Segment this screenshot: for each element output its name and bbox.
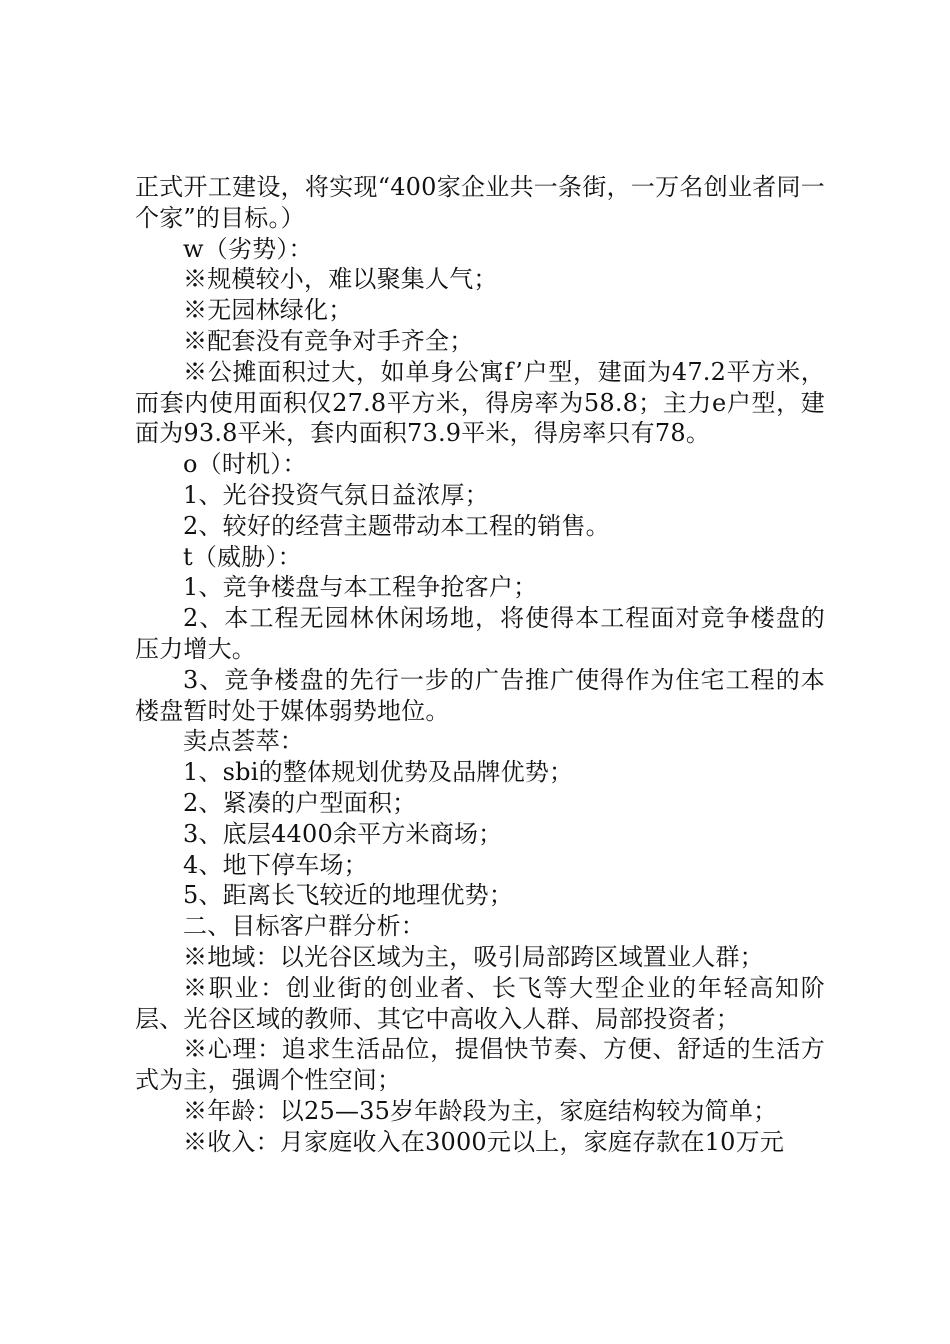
paragraph-opportunity-1: 1、光谷投资气氛日益浓厚； <box>183 480 489 509</box>
paragraph-weakness-heading: w（劣势）： <box>183 234 313 263</box>
paragraph-threat-heading: t（威胁）： <box>183 542 302 571</box>
paragraph-weakness-4: ※公摊面积过大，如单身公寓f’户型，建面为47.2平方米，而套内使用面积仅27.8平方米，得房率为58.8；主力e户型，建面为93.8平米，套内面积73.9平米，得房率只有78。 <box>135 357 825 448</box>
paragraph-threat-2: 2、本工程无园林休闲场地，将使得本工程面对竞争楼盘的压力增大。 <box>135 604 825 663</box>
paragraph-opportunity-heading: o（时机）： <box>183 450 307 479</box>
document-body <box>135 172 825 1158</box>
paragraph-selling-points-heading: 卖点荟萃： <box>183 727 304 756</box>
paragraph-threat-1: 1、竞争楼盘与本工程争抢客户； <box>183 573 538 602</box>
paragraph-opportunity-2: 2、较好的经营主题带动本工程的销售。 <box>183 511 610 540</box>
paragraph-selling-point-3: 3、底层4400余平方米商场； <box>183 819 503 848</box>
paragraph-weakness-2: ※无园林绿化； <box>183 296 353 325</box>
paragraph-customer-occupation: ※职业：创业街的创业者、长飞等大型企业的年轻高知阶层、光谷区域的教师、其它中高收入人群、局部投资者； <box>135 973 825 1033</box>
paragraph-selling-point-2: 2、紧凑的户型面积； <box>183 788 417 817</box>
paragraph-customer-age: ※年龄：以25—35岁年龄段为主，家庭结构较为简单； <box>183 1096 778 1125</box>
paragraph-selling-point-1: 1、sbi的整体规划优势及品牌优势； <box>183 758 574 787</box>
paragraph-weakness-1: ※规模较小，难以聚集人气； <box>183 265 498 294</box>
paragraph-customer-income: ※收入：月家庭收入在3000元以上，家庭存款在10万元 <box>183 1127 785 1156</box>
paragraph-customer-psychology: ※心理：追求生活品位，提倡快节奏、方便、舒适的生活方式为主，强调个性空间； <box>135 1035 825 1095</box>
paragraph-weakness-3: ※配套没有竞争对手齐全； <box>183 326 474 355</box>
paragraph-selling-point-5: 5、距离长飞较近的地理优势； <box>183 881 514 910</box>
paragraph-selling-point-4: 4、地下停车场； <box>183 850 368 879</box>
paragraph-continuation: 正式开工建设，将实现“400家企业共一条街，一万名创业者同一个家”的目标。） <box>135 173 825 232</box>
paragraph-threat-3: 3、竞争楼盘的先行一步的广告推广使得作为住宅工程的本楼盘暂时处于媒体弱势地位。 <box>135 665 825 725</box>
paragraph-customer-region: ※地域：以光谷区域为主，吸引局部跨区域置业人群； <box>183 942 764 971</box>
section-heading-target-customers: 二、目标客户群分析： <box>183 912 425 941</box>
